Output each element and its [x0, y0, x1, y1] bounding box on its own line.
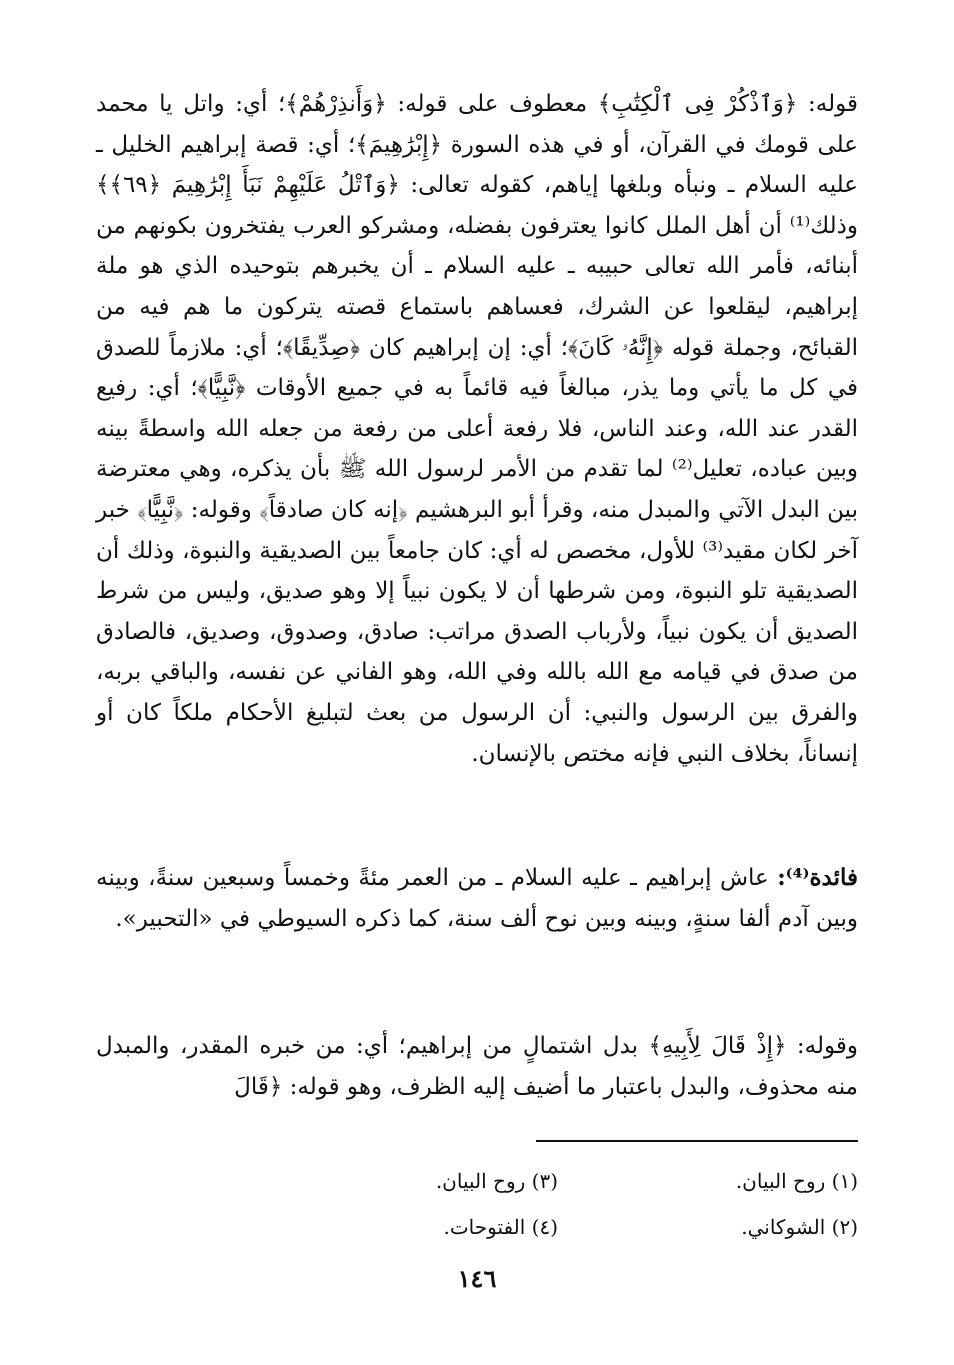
footnotes: [258, 1158, 858, 1250]
paragraph-commentary: [96, 84, 858, 774]
paragraph-text: وقوله: ﴿إِذْ قَالَ لِأَبِيهِ﴾ بدل اشتمالٍ من إبراهيم؛ أي: من خبره المقدر، والمبدل منه محذوف، والبدل باعتبار ما أضيف إليه الظرف، وهو قوله: ﴿قَالَ: [96, 1033, 858, 1100]
footnote-2: (٢) الشوكاني.: [741, 1215, 858, 1239]
footnote-1: (١) روح البيان.: [735, 1169, 858, 1193]
paragraph-continuation: [96, 1026, 858, 1107]
footnote-4: (٤) الفتوحات.: [443, 1215, 558, 1239]
footnote-3: (٣) روح البيان.: [435, 1169, 558, 1193]
paragraph-text: عاش إبراهيم ـ عليه السلام ـ من العمر مئةً وخمساً وسبعين سنةً، وبينه وبين آدم ألفا سنةٍ، وبينه وبين نوح ألف سنة، كما ذكره السيوطي في «التحبير».: [96, 865, 858, 932]
page-number: ١٤٦: [457, 1264, 497, 1293]
paragraph-benefit: [96, 858, 858, 939]
paragraph-text: قوله: ﴿وَٱذْكُرْ فِى ٱلْكِتَٰبِ﴾ معطوف على قوله: ﴿وَأَنذِرْهُمْ﴾؛ أي: واتل يا محمد على قومك في القرآن، أو في هذه السورة ﴿إِبْرَٰهِيمَ﴾؛ أي: قصة إبراهيم الخليل ـ عليه السلام ـ ونبأه وبلغها إياهم، كقوله تعالى: ﴿وَٱتْلُ عَلَيْهِمْ نَبَأَ إِبْرَٰهِيمَ ﴿٦٩﴾﴾ وذلك⁽¹⁾ أن أهل الملل كانوا يعترفون بفضله، ومشركو العرب يفتخرون بكونهم من أبنائه، فأمر الله تعالى حبيبه ـ عليه السلام ـ أن يخبرهم بتوحيده الذي هو ملة إبراهيم، ليقلعوا عن الشرك، فعساهم باستماع قصته يتركون ما هم فيه من القبائح، وجملة قوله ﴿إِنَّهُۥ كَانَ﴾؛ أي: إن إبراهيم كان ﴿صِدِّيقًا﴾؛ أي: ملازماً للصدق في كل ما يأتي وما يذر، مبالغاً فيه قائماً به في جميع الأوقات ﴿نَّبِيًّا﴾؛ أي: رفيع القدر عند الله، وعند الناس، فلا رفعة أعلى من رفعة من جعله الله واسطةً بينه وبين عباده، تعليل⁽²⁾ لما تقدم من الأمر لرسول الله ﷺ بأن يذكره، وهي معترضة بين البدل الآتي والمبدل منه، وقرأ أبو البرهشيم ﴿إنه كان صادقاً﴾ وقوله: ﴿نَّبِيًّا﴾ خبر آخر لكان مقيد⁽³⁾ للأول، مخصص له أي: كان جامعاً بين الصديقية والنبوة، وذلك أن الصديقية تلو النبوة، ومن شرطها أن لا يكون نبياً إلا وهو صديق، وليس من شرط الصديق أن يكون نبياً، ولأرباب الصدق مراتب: صادق، وصدوق، وصديق، فالصادق من صدق في قيامه مع الله بالله وفي الله، وهو الفاني عن نفسه، والباقي بربه، والفرق بين الرسول والنبي: أن الرسول من بعث لتبليغ الأحكام ملكاً كان أو إنساناً، بخلاف النبي فإنه مختص بالإنسان.: [96, 91, 859, 767]
footnote-separator: [536, 1140, 858, 1142]
paragraph-body: [96, 858, 858, 939]
paragraph-lead: فائدة⁽⁴⁾:: [777, 864, 858, 891]
